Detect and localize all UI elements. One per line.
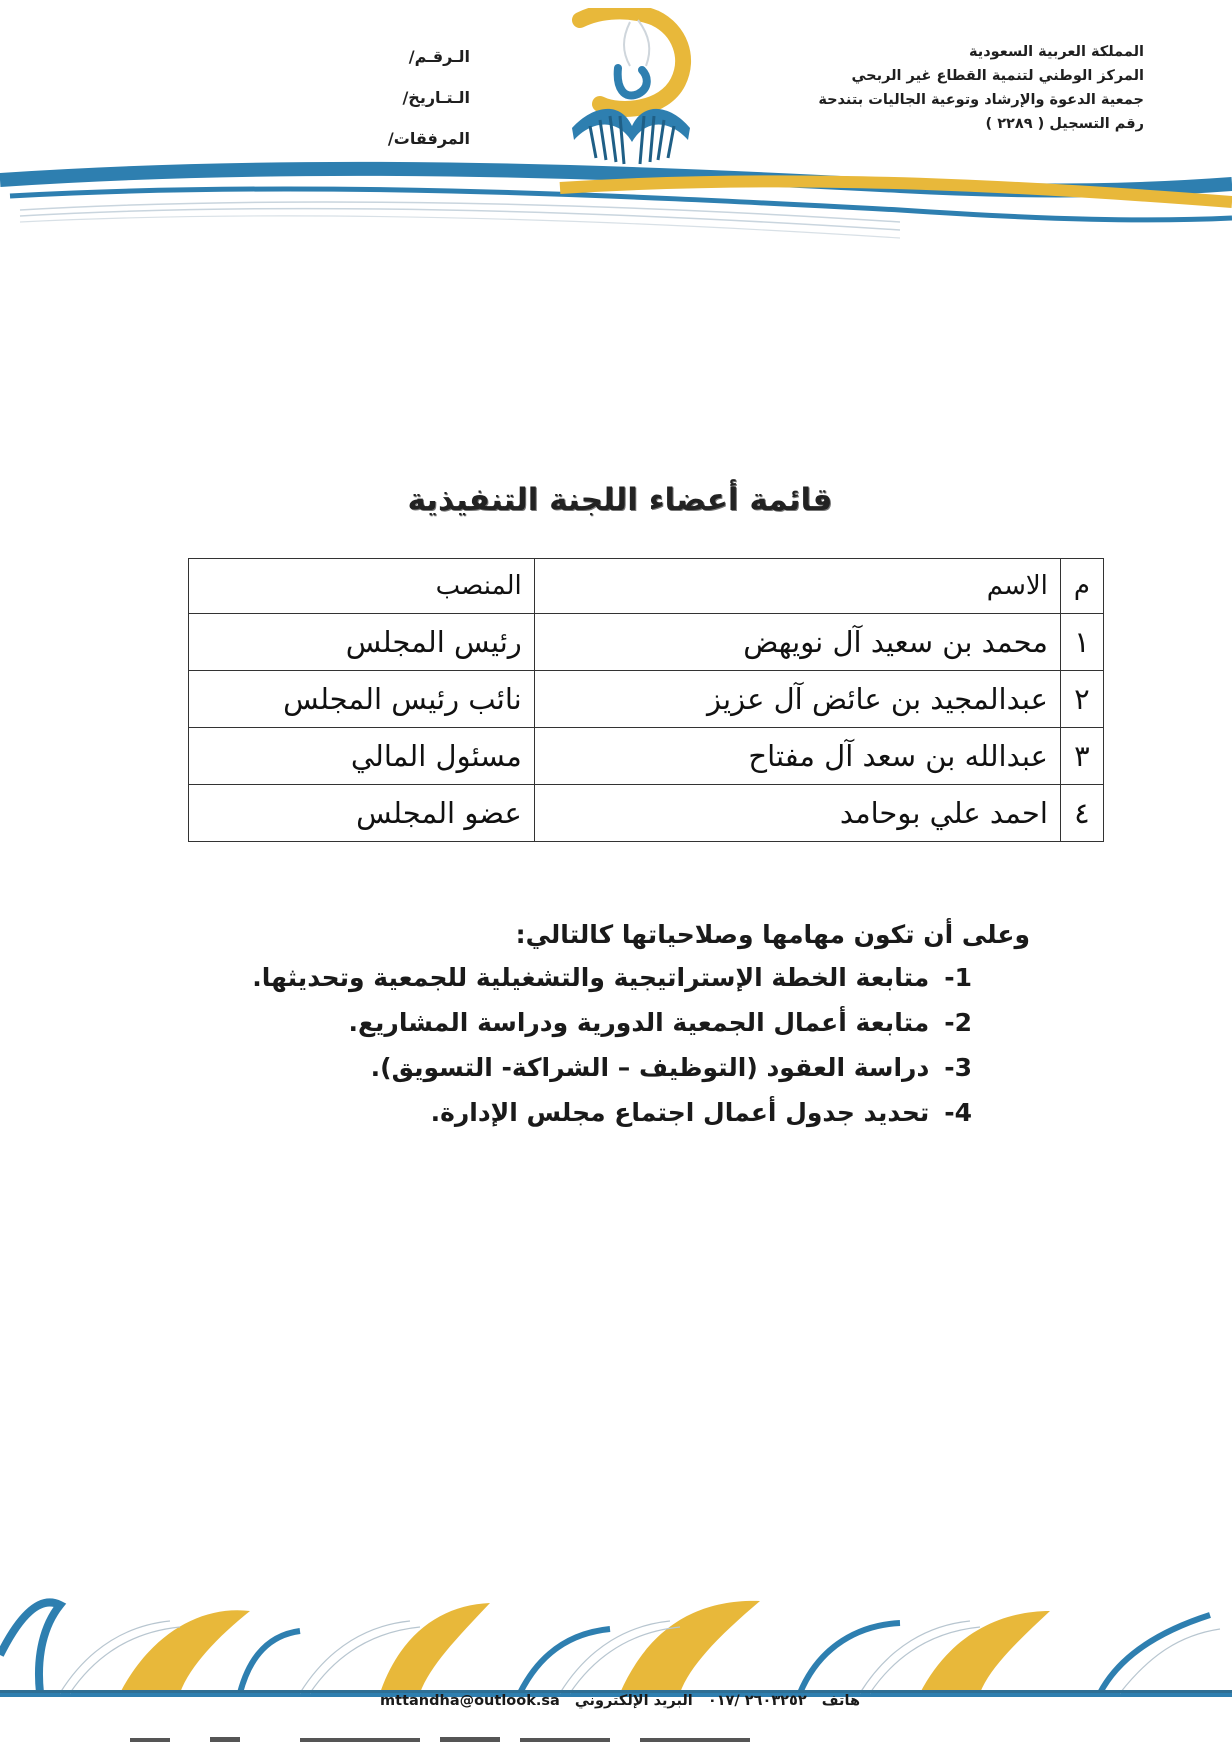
org-line-association: جمعية الدعوة والإرشاد وتوعية الجاليات بتندحة bbox=[818, 92, 1144, 108]
reference-fields bbox=[350, 36, 470, 159]
table-row bbox=[189, 785, 1104, 842]
email-label: البريد الإلكتروني bbox=[574, 1693, 693, 1709]
list-item bbox=[230, 955, 972, 1000]
table-row bbox=[189, 728, 1104, 785]
row-number: ٣ bbox=[1060, 728, 1103, 785]
list-item bbox=[230, 1090, 972, 1135]
member-name: محمد بن سعيد آل نويهض bbox=[534, 614, 1060, 671]
member-name: احمد علي بوحامد bbox=[534, 785, 1060, 842]
tasks-list bbox=[230, 955, 1030, 1135]
phone-number: ٢٦٠٣٢٥٢ /٠١٧ bbox=[707, 1693, 807, 1709]
org-line-registration: رقم التسجيل ( ٢٢٨٩ ) bbox=[985, 116, 1144, 132]
member-role: مسئول المالي bbox=[189, 728, 535, 785]
row-number: ١ bbox=[1060, 614, 1103, 671]
header-wave-decoration bbox=[0, 150, 1232, 260]
member-role: نائب رئيس المجلس bbox=[189, 671, 535, 728]
tasks-intro: وعلى أن تكون مهامها وصلاحياتها كالتالي: bbox=[515, 920, 1030, 949]
member-name: عبدالمجيد بن عائض آل عزيز bbox=[534, 671, 1060, 728]
column-header-role: المنصب bbox=[189, 559, 535, 614]
ref-attachments-label: المرفقات/ bbox=[387, 129, 470, 148]
row-number: ٢ bbox=[1060, 671, 1103, 728]
phone-label: هاتف bbox=[821, 1693, 860, 1709]
member-name: عبدالله بن سعد آل مفتاح bbox=[534, 728, 1060, 785]
committee-tasks bbox=[230, 920, 1030, 1135]
list-item bbox=[230, 1000, 972, 1045]
table-row bbox=[189, 614, 1104, 671]
task-number: 1- bbox=[944, 963, 972, 992]
task-text: دراسة العقود (التوظيف – الشراكة- التسويق). bbox=[370, 1053, 930, 1082]
task-text: متابعة الخطة الإستراتيجية والتشغيلية للجمعية وتحديثها. bbox=[252, 963, 930, 992]
executive-committee-table bbox=[188, 558, 1104, 842]
cropped-footer-line bbox=[0, 1728, 1232, 1744]
ref-number-label: الـرقـم/ bbox=[408, 47, 470, 66]
task-text: تحديد جدول أعمال اجتماع مجلس الإدارة. bbox=[430, 1098, 930, 1127]
column-header-num: م bbox=[1060, 559, 1103, 614]
footer-wave-decoration bbox=[0, 1575, 1232, 1705]
table-row bbox=[189, 671, 1104, 728]
member-role: رئيس المجلس bbox=[189, 614, 535, 671]
org-line-country: المملكة العربية السعودية bbox=[969, 44, 1144, 60]
org-line-center: المركز الوطني لتنمية القطاع غير الربحي bbox=[851, 68, 1144, 84]
document-title: قائمة أعضاء اللجنة التنفيذية bbox=[407, 482, 833, 518]
ref-date-label: الـتـاريخ/ bbox=[402, 88, 470, 107]
organization-header bbox=[764, 40, 1144, 136]
column-header-name: الاسم bbox=[534, 559, 1060, 614]
footer-contacts bbox=[340, 1693, 860, 1717]
list-item bbox=[230, 1045, 972, 1090]
task-number: 4- bbox=[944, 1098, 972, 1127]
email-address: mttandha@outlook.sa bbox=[380, 1693, 560, 1709]
row-number: ٤ bbox=[1060, 785, 1103, 842]
task-number: 2- bbox=[944, 1008, 972, 1037]
task-text: متابعة أعمال الجمعية الدورية ودراسة المشاريع. bbox=[348, 1008, 930, 1037]
table-header-row bbox=[189, 559, 1104, 614]
task-number: 3- bbox=[944, 1053, 972, 1082]
member-role: عضو المجلس bbox=[189, 785, 535, 842]
